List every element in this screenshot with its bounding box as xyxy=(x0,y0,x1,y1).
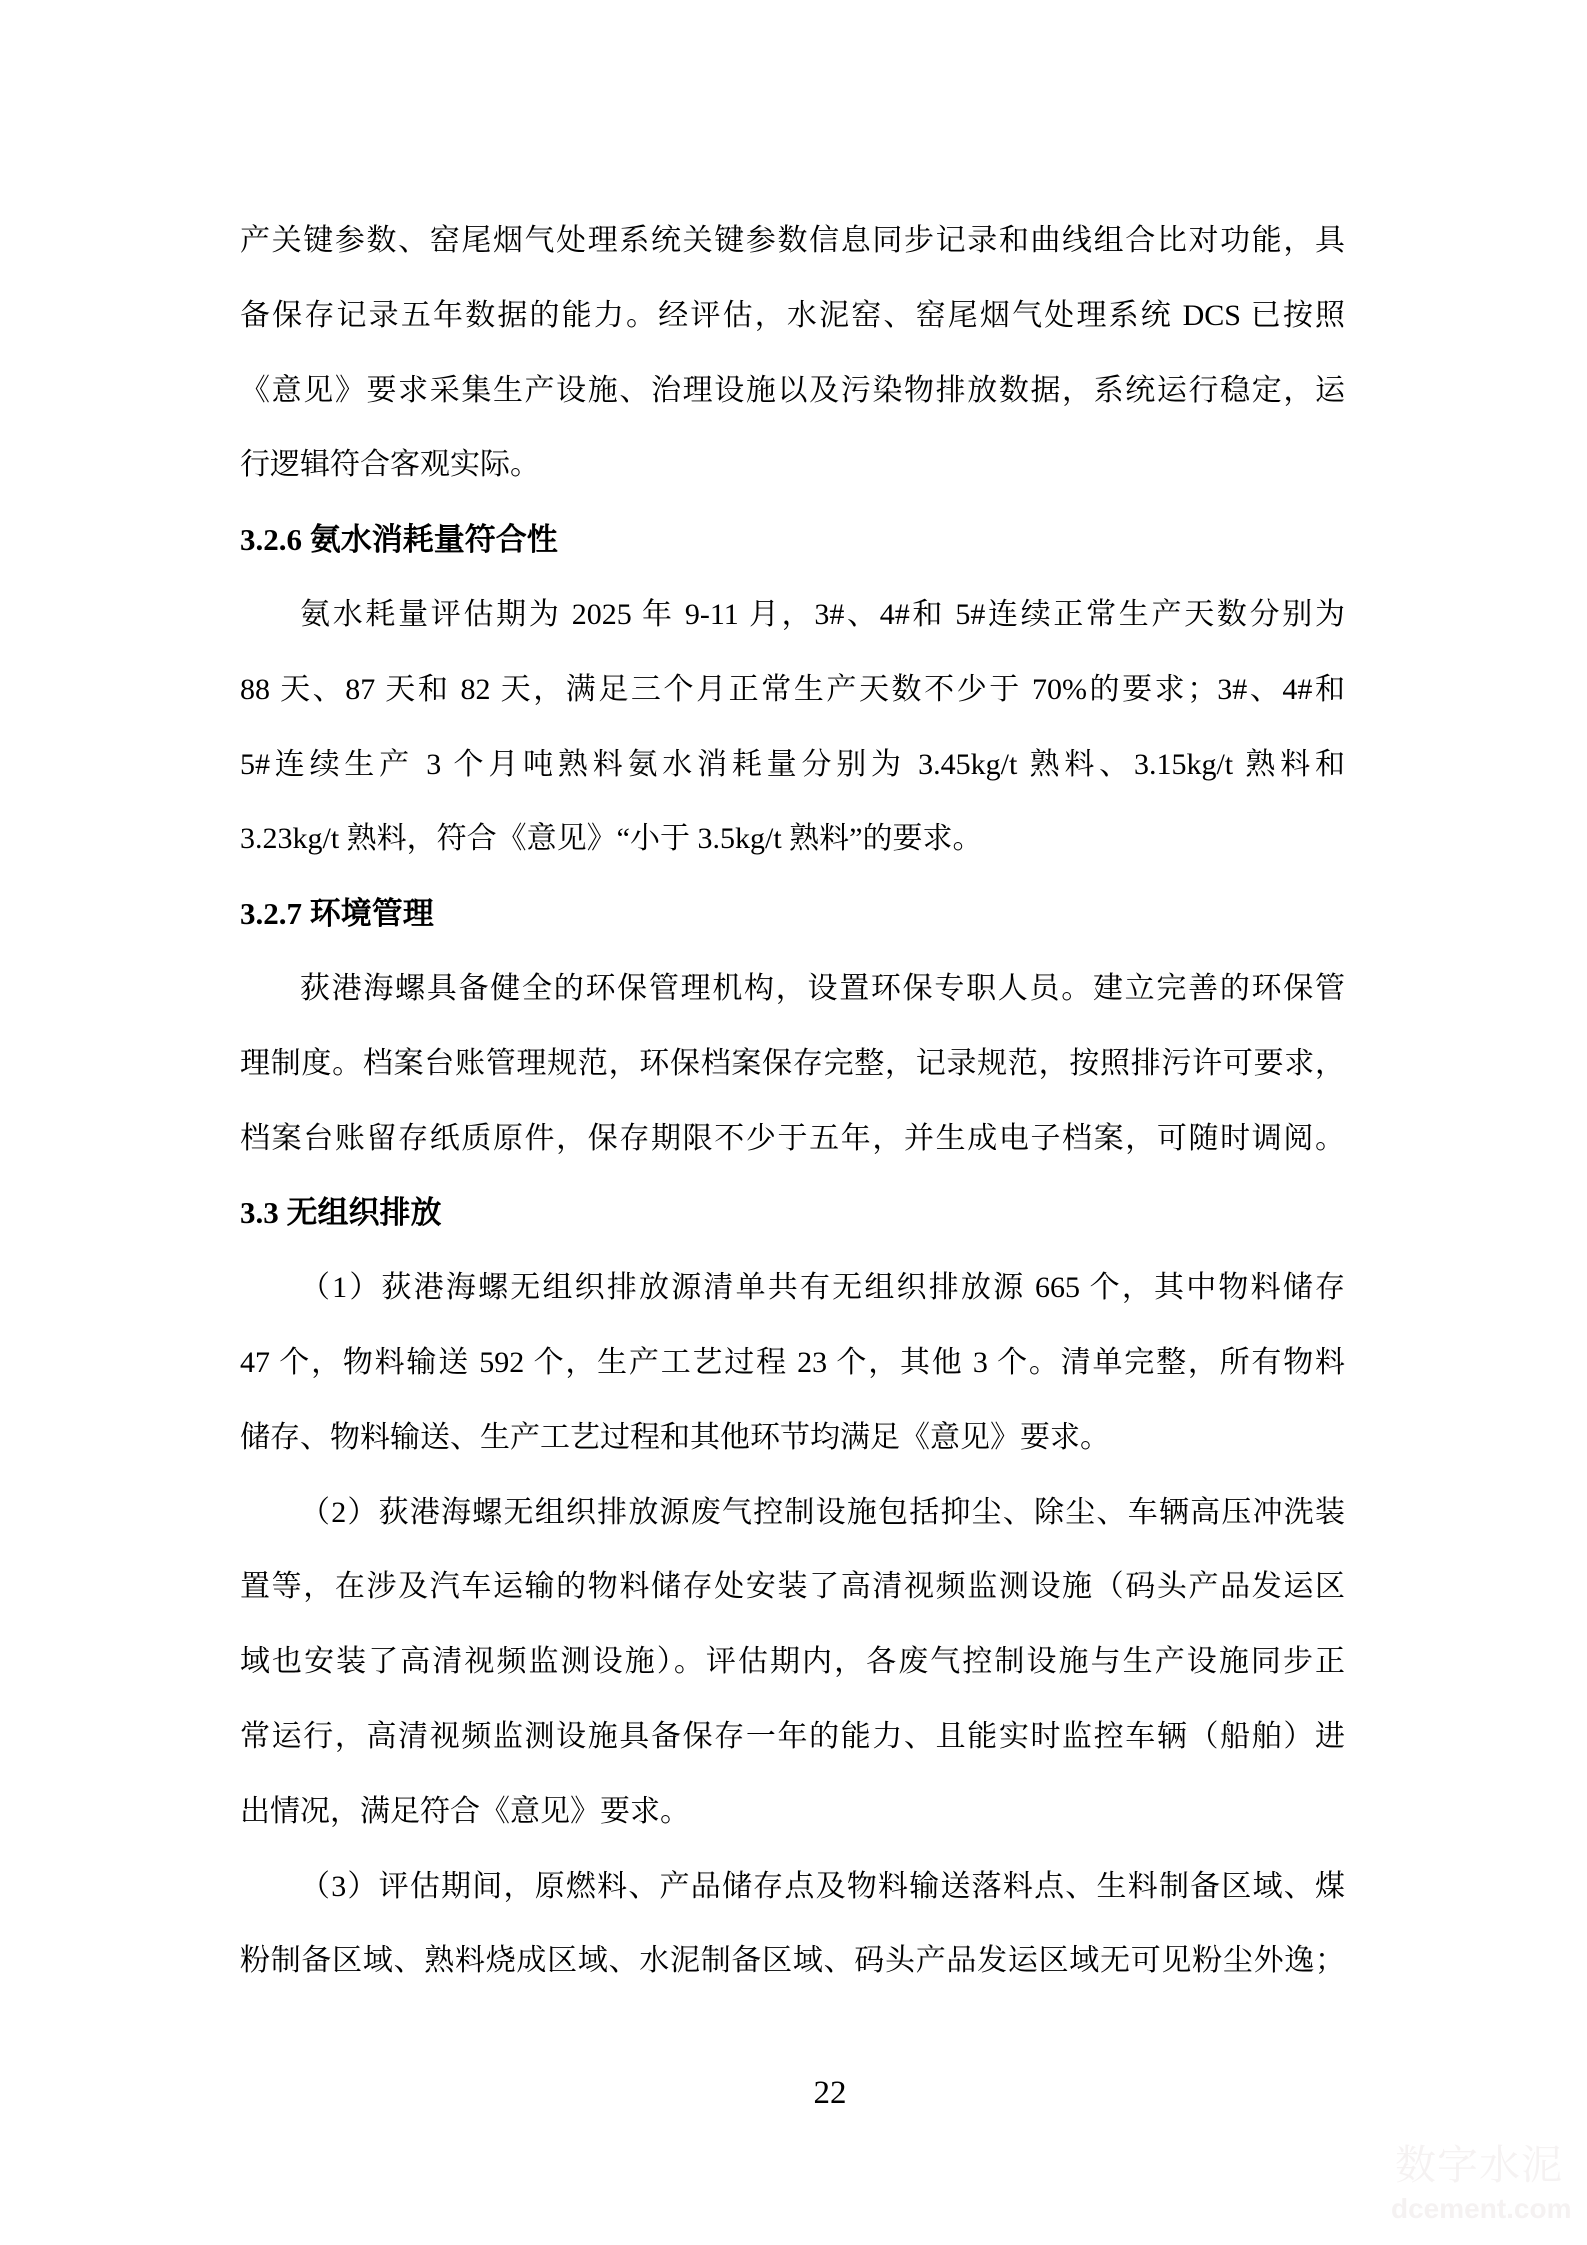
text-line: 粉制备区域、熟料烧成区域、水泥制备区域、码头产品发运区域无可见粉尘外逸； xyxy=(240,1944,1345,1978)
text-line: 常运行，高清视频监测设施具备保存一年的能力、且能实时监控车辆（船舶）进 xyxy=(240,1719,1345,1753)
text-line: （1）荻港海螺无组织排放源清单共有无组织排放源 665 个，其中物料储存 xyxy=(300,1271,1345,1305)
text-line: （2）荻港海螺无组织排放源废气控制设施包括抑尘、除尘、车辆高压冲洗装 xyxy=(300,1495,1345,1529)
text-line: 88 天、87 天和 82 天，满足三个月正常生产天数不少于 70%的要求；3#、4#和 xyxy=(240,672,1345,706)
section-heading: 3.2.6 氨水消耗量符合性 xyxy=(240,522,558,558)
text-line: （3）评估期间，原燃料、产品储存点及物料输送落料点、生料制备区域、煤 xyxy=(300,1869,1345,1903)
text-line: 理制度。档案台账管理规范，环保档案保存完整，记录规范，按照排污许可要求， xyxy=(240,1046,1345,1080)
text-line: 储存、物料输送、生产工艺过程和其他环节均满足《意见》要求。 xyxy=(240,1420,1110,1454)
text-line: 档案台账留存纸质原件，保存期限不少于五年，并生成电子档案，可随时调阅。 xyxy=(240,1121,1345,1155)
text-line: 3.23kg/t 熟料，符合《意见》“小于 3.5kg/t 熟料”的要求。 xyxy=(240,822,983,856)
text-line: 荻港海螺具备健全的环保管理机构，设置环保专职人员。建立完善的环保管 xyxy=(300,971,1345,1005)
text-line: 备保存记录五年数据的能力。经评估，水泥窑、窑尾烟气处理系统 DCS 已按照 xyxy=(240,298,1345,332)
page-number: 22 xyxy=(813,2075,847,2111)
watermark xyxy=(1391,2142,1572,2224)
text-line: 47 个，物料输送 592 个，生产工艺过程 23 个，其他 3 个。清单完整，所有物料 xyxy=(240,1345,1345,1379)
text-line: 氨水耗量评估期为 2025 年 9-11 月，3#、4#和 5#连续正常生产天数分别为 xyxy=(300,597,1345,631)
text-line: 行逻辑符合客观实际。 xyxy=(240,448,540,482)
text-line: 置等，在涉及汽车运输的物料储存处安装了高清视频监测设施（码头产品发运区 xyxy=(240,1570,1345,1604)
section-heading: 3.2.7 环境管理 xyxy=(240,896,434,932)
section-heading: 3.3 无组织排放 xyxy=(240,1195,442,1231)
text-line: 域也安装了高清视频监测设施）。评估期内，各废气控制设施与生产设施同步正 xyxy=(240,1645,1345,1679)
document-text-block xyxy=(240,204,1345,1999)
text-line: 5#连续生产 3 个月吨熟料氨水消耗量分别为 3.45kg/t 熟料、3.15kg/t 熟料和 xyxy=(240,747,1345,781)
text-line: 《意见》要求采集生产设施、治理设施以及污染物排放数据，系统运行稳定，运 xyxy=(240,373,1345,407)
text-line: 出情况，满足符合《意见》要求。 xyxy=(240,1794,690,1828)
watermark-domain: dcement.com xyxy=(1391,2193,1572,2224)
watermark-title: 数字水泥 xyxy=(1395,2142,1563,2188)
text-line: 产关键参数、窑尾烟气处理系统关键参数信息同步记录和曲线组合比对功能，具 xyxy=(240,224,1345,257)
